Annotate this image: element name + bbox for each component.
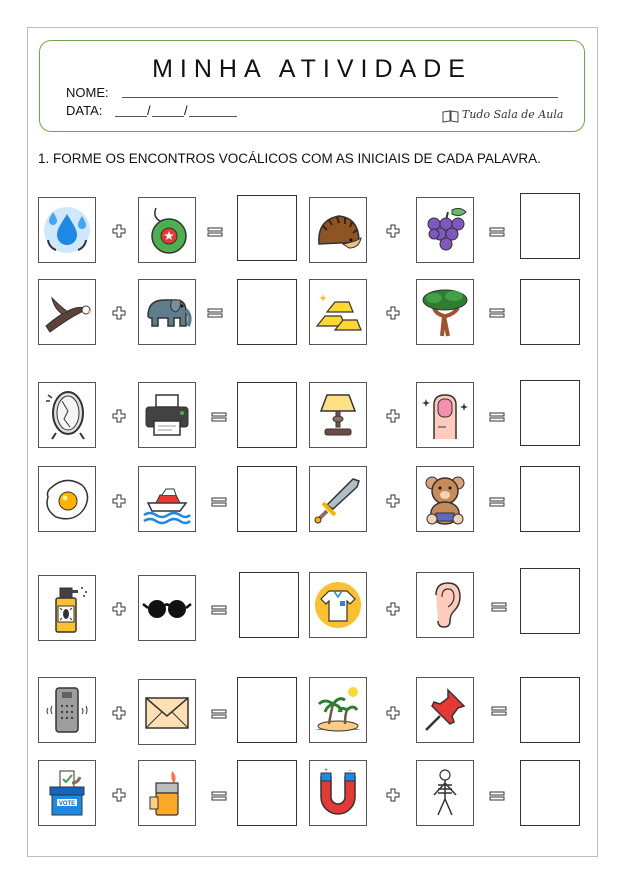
picture-card (416, 279, 474, 345)
plus-icon (112, 306, 126, 320)
plus-icon (386, 788, 400, 802)
humidifier-icon (42, 684, 92, 736)
answer-box[interactable] (237, 677, 297, 743)
picture-card (416, 466, 474, 532)
hedgehog-icon (313, 204, 363, 256)
equals-icon (489, 412, 505, 422)
uniform-shirt-icon (313, 579, 363, 631)
eagle-icon (42, 286, 92, 338)
answer-box[interactable] (237, 382, 297, 448)
plus-icon (386, 224, 400, 238)
picture-card (38, 677, 96, 743)
broken-mirror-icon (42, 389, 92, 441)
teddy-bear-icon (420, 473, 470, 525)
answer-box[interactable] (520, 380, 580, 446)
sunglasses-icon (142, 582, 192, 634)
plus-icon (112, 409, 126, 423)
page-title: MINHA ATIVIDADE (152, 55, 472, 83)
magnet-icon (313, 767, 363, 819)
pushpin-icon (420, 684, 470, 736)
printer-icon (142, 389, 192, 441)
picture-card (138, 679, 196, 745)
picture-card (416, 677, 474, 743)
answer-box[interactable] (237, 466, 297, 532)
answer-box[interactable] (237, 760, 297, 826)
picture-card (416, 197, 474, 263)
picture-card (138, 575, 196, 641)
picture-card (138, 382, 196, 448)
envelope-icon (142, 686, 192, 738)
picture-card (138, 197, 196, 263)
instruction-text: 1. FORME OS ENCONTROS VOCÁLICOS COM AS INICIAIS DE CADA PALAVRA. (38, 151, 541, 166)
picture-card (38, 575, 96, 641)
picture-card (416, 382, 474, 448)
picture-card (416, 572, 474, 638)
svg-text:VOTE: VOTE (58, 801, 76, 807)
gold-bars-icon (313, 286, 363, 338)
picture-card (309, 382, 367, 448)
answer-box[interactable] (520, 193, 580, 259)
grapes-icon (420, 204, 470, 256)
answer-box[interactable] (237, 279, 297, 345)
date-year-field[interactable] (189, 116, 237, 117)
equals-icon (207, 227, 223, 237)
picture-card (38, 760, 96, 826)
equals-icon (207, 308, 223, 318)
picture-card (38, 279, 96, 345)
picture-card (309, 760, 367, 826)
ballot-box-icon (42, 767, 92, 819)
equals-icon (489, 497, 505, 507)
svg-text:−: − (348, 768, 352, 774)
plus-icon (386, 602, 400, 616)
plus-icon (386, 409, 400, 423)
yoyo-icon (142, 204, 192, 256)
answer-box[interactable] (520, 677, 580, 743)
date-separator: / (147, 103, 151, 118)
elephant-icon (142, 286, 192, 338)
plus-icon (112, 602, 126, 616)
water-drops-icon (42, 204, 92, 256)
plus-icon (112, 494, 126, 508)
equals-icon (211, 605, 227, 615)
skeleton-icon (420, 767, 470, 819)
tree-icon (420, 286, 470, 338)
equals-icon (211, 497, 227, 507)
book-logo-icon (442, 109, 460, 123)
ear-icon (420, 579, 470, 631)
brand-text: Tudo Sala de Aula (462, 108, 564, 121)
name-field[interactable] (122, 97, 558, 98)
lamp-icon (313, 389, 363, 441)
island-icon (313, 684, 363, 736)
equals-icon (489, 227, 505, 237)
picture-card (309, 466, 367, 532)
equals-icon (211, 412, 227, 422)
fingernail-icon (420, 389, 470, 441)
picture-card (38, 466, 96, 532)
date-day-field[interactable] (115, 116, 147, 117)
answer-box[interactable] (237, 195, 297, 261)
yacht-icon (142, 473, 192, 525)
svg-text:+: + (324, 768, 328, 774)
equals-icon (489, 308, 505, 318)
equals-icon (491, 602, 507, 612)
picture-card (38, 382, 96, 448)
picture-card (138, 466, 196, 532)
sword-icon (313, 473, 363, 525)
plus-icon (112, 788, 126, 802)
fried-egg-icon (42, 473, 92, 525)
plus-icon (386, 706, 400, 720)
picture-card (309, 572, 367, 638)
picture-card (416, 760, 474, 826)
picture-card (309, 197, 367, 263)
answer-box[interactable] (239, 572, 299, 638)
plus-icon (112, 706, 126, 720)
insecticide-spray-icon (42, 582, 92, 634)
picture-card (138, 760, 196, 826)
equals-icon (211, 791, 227, 801)
lighter-icon (142, 767, 192, 819)
picture-card (309, 677, 367, 743)
date-month-field[interactable] (152, 116, 184, 117)
answer-box[interactable] (520, 568, 580, 634)
date-label: DATA: (66, 103, 103, 118)
equals-icon (489, 791, 505, 801)
picture-card (38, 197, 96, 263)
answer-box[interactable] (520, 760, 580, 826)
equals-icon (211, 709, 227, 719)
name-label: NOME: (66, 85, 109, 100)
plus-icon (112, 224, 126, 238)
answer-box[interactable] (520, 279, 580, 345)
picture-card (138, 279, 196, 345)
picture-card (309, 279, 367, 345)
equals-icon (491, 706, 507, 716)
plus-icon (386, 494, 400, 508)
answer-box[interactable] (520, 466, 580, 532)
plus-icon (386, 306, 400, 320)
date-separator: / (184, 103, 188, 118)
